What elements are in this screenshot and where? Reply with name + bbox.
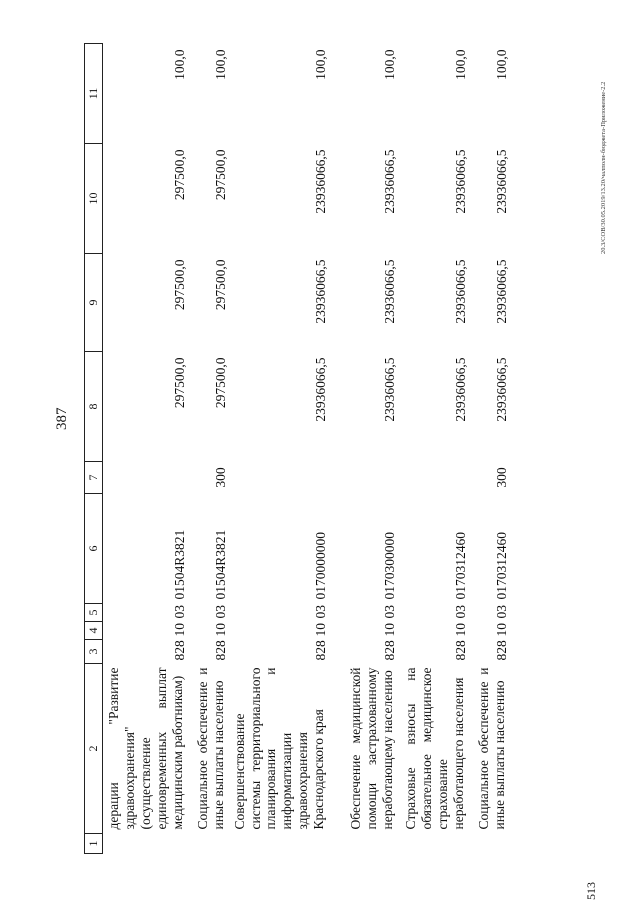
cell-c5: 03: [453, 605, 469, 619]
cell-c9: 23936066,5: [453, 259, 469, 324]
cell-c6: 0170312460: [453, 532, 469, 600]
rotated-table-wrapper: [84, 44, 530, 854]
cell-c10: 23936066,5: [313, 149, 329, 214]
row-name: Страховые взносы на обязательное медицинское страхование неработающего населения: [403, 667, 467, 830]
cell-c3: 828: [313, 640, 329, 661]
cell-c10: 23936066,5: [494, 149, 510, 214]
cell-c6: 01504R3821: [212, 529, 228, 600]
cell-c10: 23936066,5: [382, 149, 398, 214]
cell-c8: 23936066,5: [494, 357, 510, 422]
col-header-11: 11: [85, 44, 103, 144]
cell-c10: 297500,0: [212, 149, 228, 201]
cell-c6: 0170312460: [494, 532, 510, 600]
cell-c8: 297500,0: [171, 357, 187, 409]
col-header-6: 6: [85, 494, 103, 604]
corner-number: 513: [584, 882, 598, 900]
cell-c4: 10: [313, 623, 329, 637]
row-name: Совершенствование системы территориального планирования и информатизации здравоохранения Краснодарского края: [231, 667, 327, 830]
cell-c9: 23936066,5: [382, 259, 398, 324]
table-row: [469, 44, 510, 854]
cell-c7: [398, 462, 469, 494]
table-row: [398, 44, 469, 854]
cell-c7: 300: [494, 467, 510, 488]
table-row: [103, 44, 188, 854]
col-header-3: 3: [85, 640, 103, 664]
cell-c7: [103, 462, 188, 494]
row-name: Социальное обеспечение и иные выплаты населению: [194, 667, 226, 830]
cell-c11: 100,0: [453, 49, 469, 80]
cell-c11: 100,0: [494, 49, 510, 80]
row-name: Социальное обеспечение и иные выплаты населению: [476, 667, 508, 830]
col-header-2: 2: [85, 664, 103, 834]
row-name: дерации "Развитие здравоохранения" (осуществление единовременных выплат медицинским работникам): [106, 667, 185, 830]
table-row: [229, 44, 330, 854]
col-header-9: 9: [85, 254, 103, 352]
cell-c8: 23936066,5: [313, 357, 329, 422]
cell-c4: 10: [382, 623, 398, 637]
cell-c5: 03: [212, 605, 228, 619]
cell-c9: 23936066,5: [313, 259, 329, 324]
cell-c11: 100,0: [313, 49, 329, 80]
cell-c9: 23936066,5: [494, 259, 510, 324]
cell-c7: 300: [212, 467, 228, 488]
cell-c6: 0170000000: [313, 532, 329, 600]
cell-c11: 100,0: [171, 49, 187, 80]
cell-c5: 03: [382, 605, 398, 619]
cell-c10: 297500,0: [171, 149, 187, 201]
budget-table: [84, 43, 510, 854]
table-row: [329, 44, 398, 854]
footer-path: 20.3/СОВ/30.05.2019/13.20/чалполн-бюджета-Приложение-2.2: [600, 81, 607, 254]
cell-c8: 23936066,5: [382, 357, 398, 422]
row-name: Обеспечение медицинской помощи застрахованному неработающему населению: [348, 667, 396, 830]
cell-c4: 10: [453, 623, 469, 637]
cell-c3: 828: [494, 640, 510, 661]
cell-c3: 828: [171, 640, 187, 661]
col-header-7: 7: [85, 462, 103, 494]
col-header-1: 1: [85, 834, 103, 854]
cell-c3: 828: [453, 640, 469, 661]
cell-c5: 03: [171, 605, 187, 619]
cell-c6: 0170300000: [382, 532, 398, 600]
page-number: 387: [54, 407, 70, 430]
cell-c5: 03: [494, 605, 510, 619]
cell-c6: 01504R3821: [171, 529, 187, 600]
header-row: [85, 44, 103, 854]
cell-c3: 828: [212, 640, 228, 661]
cell-c7: [229, 462, 330, 494]
col-header-4: 4: [85, 622, 103, 640]
cell-c9: 297500,0: [171, 259, 187, 311]
cell-c11: 100,0: [382, 49, 398, 80]
cell-c9: 297500,0: [212, 259, 228, 311]
cell-c4: 10: [171, 623, 187, 637]
cell-c8: 297500,0: [212, 357, 228, 409]
col-header-8: 8: [85, 352, 103, 462]
cell-c4: 10: [494, 623, 510, 637]
table-row: [188, 44, 229, 854]
cell-c10: 23936066,5: [453, 149, 469, 214]
col-header-5: 5: [85, 604, 103, 622]
cell-c11: 100,0: [212, 49, 228, 80]
cell-c5: 03: [313, 605, 329, 619]
cell-c4: 10: [212, 623, 228, 637]
col-header-10: 10: [85, 144, 103, 254]
cell-c3: 828: [382, 640, 398, 661]
cell-c7: [329, 462, 398, 494]
cell-c8: 23936066,5: [453, 357, 469, 422]
